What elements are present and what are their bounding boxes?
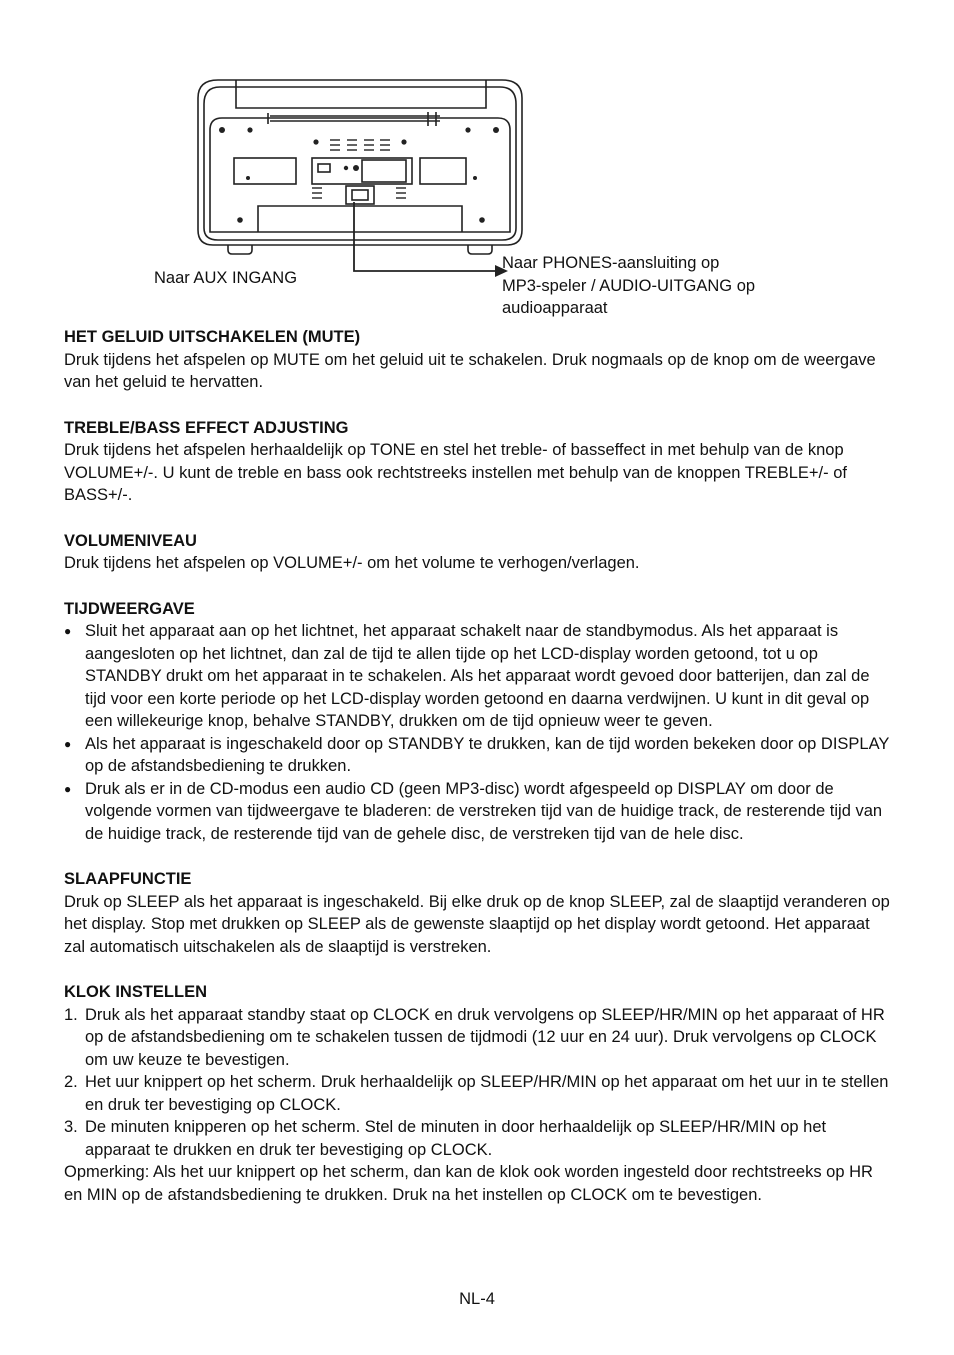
- step-number: 2.: [64, 1073, 78, 1091]
- list-item: [64, 1071, 894, 1116]
- section-heading: KLOK INSTELLEN: [64, 983, 207, 1001]
- connection-figure: [140, 70, 820, 330]
- step-list: [64, 1004, 894, 1162]
- step-text: Het uur knippert op het scherm. Druk herhaaldelijk op SLEEP/HR/MIN op het apparaat om het uur in te stellen en druk ter bevestiging op CLOCK.: [85, 1073, 889, 1114]
- list-item: ● Als het apparaat is ingeschakeld door op STANDBY te drukken, kan de tijd worden bekeken door op DISPLAY op de afstandsbediening te drukken.: [64, 733, 894, 778]
- step-number: 1.: [64, 1005, 78, 1024]
- section-clock-setting: [64, 981, 894, 1206]
- section-volume: [64, 530, 894, 575]
- section-heading: VOLUMENIVEAU: [64, 531, 197, 550]
- section-text: Druk op SLEEP als het apparaat is ingeschakeld. Bij elke druk op de knop SLEEP, zal de slaaptijd veranderen op het display. Stop met drukken op SLEEP als de gewenste slaaptijd op het display wordt getoond. Het apparaat zal automatisch uitschakelen als de slaaptijd is verstreken.: [64, 892, 890, 956]
- bullet-list: [64, 620, 894, 845]
- step-text: Druk als het apparaat standby staat op CLOCK en druk vervolgens op SLEEP/HR/MIN op het apparaat of HR op de afstandsbediening om te schakelen tussen de tijdmodi (12 uur en 24 uur). Druk vervolgens op CLOCK om uw keuze te bevestigen.: [85, 1005, 885, 1069]
- list-item: ● Druk als er in de CD-modus een audio CD (geen MP3-disc) wordt afgespeeld op DISPLAY om door de volgende vormen van tijdweergave te bladeren: de verstreken tijd van de huidige track, de resterende tijd van de huidige track, de resterende tijd van de gehele disc, de verstreken tijd van de hele disc.: [64, 778, 894, 846]
- section-heading: SLAAPFUNCTIE: [64, 870, 192, 888]
- list-item: [64, 1004, 894, 1072]
- main-content: [64, 326, 894, 1229]
- step-number: 3.: [64, 1118, 78, 1136]
- page-number: NL-4: [459, 1290, 495, 1308]
- section-heading: TIJDWEERGAVE: [64, 599, 195, 618]
- section-heading: TREBLE/BASS EFFECT ADJUSTING: [64, 418, 349, 437]
- caption-aux-input: Naar AUX INGANG: [154, 269, 298, 287]
- caption-phones-output: Naar PHONES-aansluiting op MP3-speler / AUDIO-UITGANG op audioapparaat: [502, 254, 756, 317]
- list-item: ● Sluit het apparaat aan op het lichtnet, het apparaat schakelt naar de standbymodus. Als het apparaat is aangesloten op het lichtnet, dan zal de tijd te allen tijde op het LCD-display worden getoond, tot u op STANDBY drukt om het apparaat in te schakelen. Als het apparaat wordt gevoed door batterijen, dan zal de tijd voor een korte periode op het LCD-display worden getoond en daarna verdwijnen. U kunt in dit geval op een willekeurige knop, behalve STANDBY, drukken om de tijd opnieuw weer te geven.: [64, 620, 894, 733]
- note-text: Opmerking: Als het uur knippert op het scherm, dan kan de klok ook worden ingesteld door rechtstreeks op HR en MIN op de afstandsbediening te drukken. Druk na het instellen op CLOCK om te bevestigen.: [64, 1163, 873, 1204]
- step-text: De minuten knipperen op het scherm. Stel de minuten in door herhaaldelijk op SLEEP/HR/MIN op het apparaat te drukken en druk ter bevestiging op CLOCK.: [85, 1118, 827, 1159]
- section-text: Druk tijdens het afspelen op MUTE om het geluid uit te schakelen. Druk nogmaals op de knop om de weergave van het geluid te hervatten.: [64, 350, 876, 391]
- list-item: [64, 1116, 894, 1161]
- section-text: Druk tijdens het afspelen herhaaldelijk op TONE en stel het treble- of basseffect in met behulp van de knop VOLUME+/-. U kunt de treble en bass ook rechtstreeks instellen met behulp van de knoppen TREBLE+/- of BASS+/-.: [64, 441, 847, 504]
- section-sleep: [64, 868, 894, 958]
- section-time-display: [64, 598, 894, 846]
- section-mute: [64, 326, 894, 394]
- section-heading: HET GELUID UITSCHAKELEN (MUTE): [64, 328, 361, 346]
- section-text: Druk tijdens het afspelen op VOLUME+/- om het volume te verhogen/verlagen.: [64, 554, 640, 572]
- section-treble-bass: [64, 417, 894, 507]
